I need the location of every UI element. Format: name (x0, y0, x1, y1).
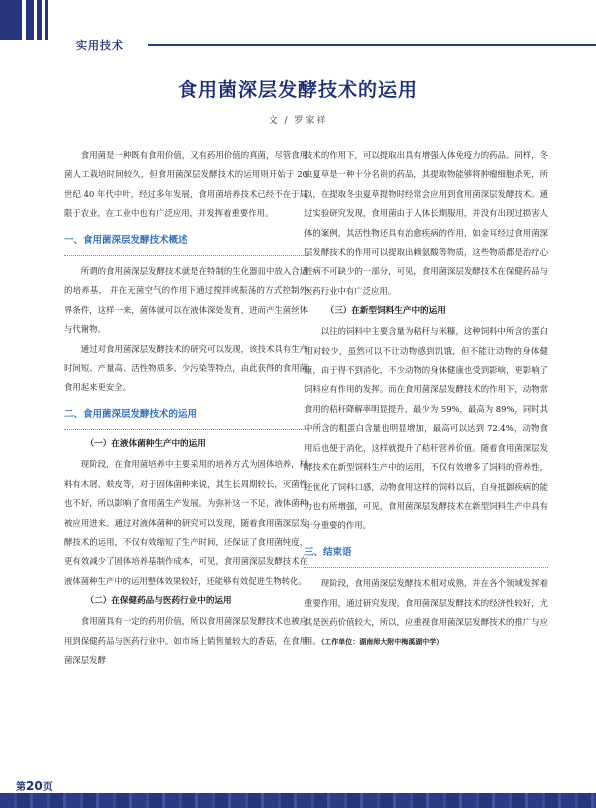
column-left (64, 146, 308, 670)
subsection-2-2-paragraph-cont: 技术的作用下，可以提取出具有增强人体免疫力的药品。同样，冬虫夏草是一种十分名贵的药品，其提取物能够将肿瘤细胞杀死，所以，在提取冬虫夏草提物时经常会应用到食用菌深层发酵技术。通过实验研究发现，食用菌由于人体长期服用，并没有出现过损害人体的案例，其活性物还具有治愈疾病的作用，如金耳经过食用菌深层发酵技术的作用可以提取出赖氨酸等物质，这些物质都是治疗心脏病不可缺少的一部分，可见，食用菌深层发酵技术在保健药品与医药行业中有广泛应用。 (304, 150, 548, 296)
subsection-2-1-paragraph: 现阶段，在食用菌培养中主要采用的培养方式为固体培养，材料有木屑、麸皮等，对于固体菌种来说，其生长周期较长，灭菌性也不好，所以影响了食用菌生产发展。为弥补这一不足，液体菌种被应用进来。通过对液体菌种的研究可以发现，随着食用菌深层发酵技术的运用，不仅有效缩短了生产时间，还保证了食用菌纯度，更有效减少了固体培养基制作成本，可见，食用菌深层发酵技术在液体菌种生产中的运用整体效果较好，还能够有效促进生物转化。 (64, 459, 308, 586)
section-1-paragraph-2: 通过对食用菌深层发酵技术的研究可以发现，该技术具有生产时间短、产量高、活性物质多、少污染等特点，由此获得的食用菌食用起来更安全。 (64, 343, 308, 393)
article-author: 文 / 罗家祥 (268, 116, 328, 126)
section-2-heading: 二、食用菌深层发酵技术的运用 (64, 408, 198, 420)
page-number (16, 778, 53, 793)
header-rule (148, 44, 596, 46)
article-title: 食用菌深层发酵技术的运用 (177, 79, 418, 101)
section-label: 实用技术 (76, 39, 124, 52)
subsection-2-3-paragraph: 以往的饲料中主要含量为秸秆与米糠，这种饲料中所含的蛋白相对较少，虽然可以不让动物感到饥饿，但不能让动物的身体健康，由于得不到消化，不少动物的身体健康也受到影响，更影响了饲料应有作用的发挥。而在食用菌深层发酵技术的作用下，动物常食用的秸秆降解率明显提升，最少为 59%，最高为 89%，同时其中所含的粗蛋白含量也明显增加，最高可以达到 72.4%，动物食用后也便于消化，这样就提升了秸秆营养价值。随着食用菌深层发酵技术在新型饲料生产中的运用，不仅有效增多了饲料的营养性，还优化了饲料口感，动物食用这样的饲料以后，自身抵御疾病的能力也有所增强，可见，食用菌深层发酵技术在新型饲料生产中具有十分重要的作用。 (304, 326, 548, 531)
section-divider (64, 429, 308, 430)
section-3-heading: 三、结束语 (304, 546, 352, 558)
page-prefix: 第 (16, 782, 26, 793)
section-1-heading: 一、食用菌深层发酵技术概述 (64, 234, 188, 246)
header-color-bars (0, 0, 58, 40)
subsection-2-3-heading: （三）在新型饲料生产中的运用 (325, 306, 446, 317)
page-suffix: 页 (42, 782, 53, 793)
conclusion-text: 现阶段，食用菌深层发酵技术相对成熟，并在各个领域发挥着重要作用，通过研究发现，食用菌深层发酵技术的经济性较好，尤其是医药价值较大，所以，应重视食用菌深层发酵技术的推广与应用。 (304, 578, 548, 647)
section-divider (304, 567, 548, 568)
subsection-2-2-paragraph-start: 食用菌具有一定的药用价值，所以食用菌深层发酵技术也被应用到保健药品与医药行业中。如市场上销售量较大的香菇，在食用菌深层发酵 (64, 616, 308, 665)
intro-paragraph: 食用菌是一种既有食用价值，又有药用价值的真菌，尽管食用菌人工栽培时间较久，但食用菌深层发酵技术的运用则开始于 20 世纪 40 年代中叶，经过多年发展，食用菌培养技术已经不在于局限于农业，在工业中也有广泛应用，并发挥着重要作用。 (64, 150, 308, 219)
section-divider (64, 255, 308, 256)
page-number-value: 20 (26, 779, 43, 793)
footer-color-bar (0, 793, 596, 808)
subsection-2-1-heading: （一）在液体菌种生产中的运用 (85, 439, 206, 450)
subsection-2-2-heading: （二）在保健药品与医药行业中的运用 (85, 596, 232, 607)
column-right (304, 146, 548, 653)
conclusion-paragraph (304, 574, 548, 653)
author-affiliation: （工作单位：湖南师大附中梅溪湖中学） (320, 638, 444, 647)
section-1-paragraph-1: 所谓的食用菌深层发酵技术就是在特制的生化器皿中放入合适的培养基， 并在无菌空气的作用下通过搅拌或振荡的方式控制外界条件，这样一来，菌体就可以在液体深处发育，进而产生菌丝体与代谢物。 (64, 266, 308, 335)
